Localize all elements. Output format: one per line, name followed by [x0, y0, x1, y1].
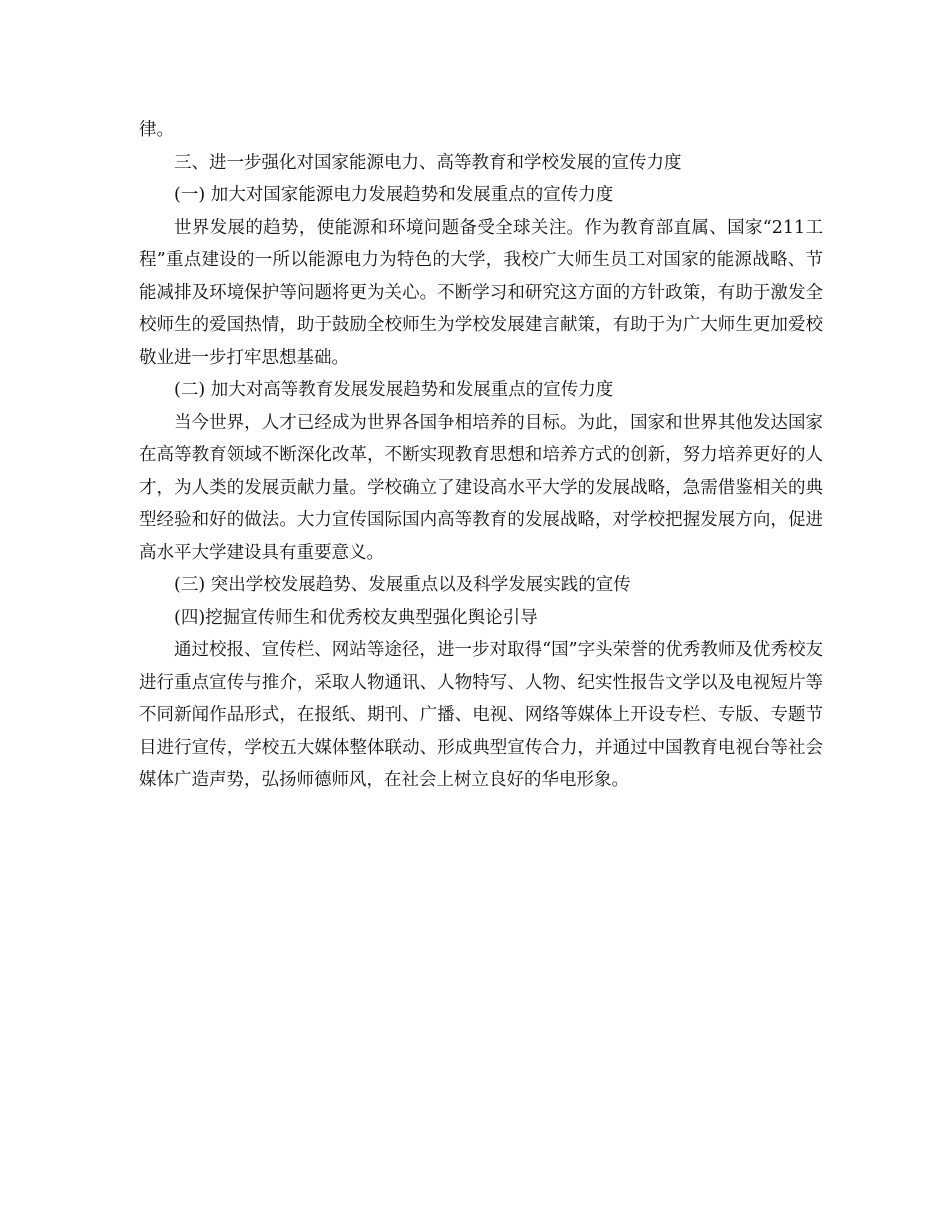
paragraph-higher-education: 当今世界，人才已经成为世界各国争相培养的目标。为此，国家和世界其他发达国家在高等教育领域不断深化改革，不断实现教育思想和培养方式的创新，努力培养更好的人才，为人类的发展贡献力量。学校确立了建设高水平大学的发展战略，急需借鉴相关的典型经验和好的做法。大力宣传国际国内高等教育的发展战略，对学校把握发展方向，促进高水平大学建设具有重要意义。 — [139, 412, 823, 563]
subsection-heading-1: (一) 加大对国家能源电力发展趋势和发展重点的宣传力度 — [174, 185, 614, 205]
section-heading-3: 三、进一步强化对国家能源电力、高等教育和学校发展的宣传力度 — [174, 152, 682, 173]
subsection-heading-3: (三) 突出学校发展趋势、发展重点以及科学发展实践的宣传 — [174, 575, 631, 595]
subsection-heading-4: (四)挖掘宣传师生和优秀校友典型强化舆论引导 — [174, 607, 538, 628]
paragraph-publicity: 通过校报、宣传栏、网站等途径，进一步对取得“国”字头荣誉的优秀教师及优秀校友进行重点宣传与推介，采取人物通讯、人物特写、人物、纪实性报告文学以及电视短片等不同新闻作品形式，在报纸、期刊、广播、电视、网络等媒体上开设专栏、专版、专题节目进行宣传，学校五大媒体整体联动、形成典型宣传合力，并通过中国教育电视台等社会媒体广造声势，弘扬师德师风，在社会上树立良好的华电形象。 — [139, 640, 823, 790]
paragraph-continuation: 律。 — [139, 120, 174, 140]
paragraph-energy: 世界发展的趋势，使能源和环境问题备受全球关注。作为教育部直属、国家“211工程”重点建设的一所以能源电力为特色的大学，我校广大师生员工对国家的能源战略、节能减排及环境保护等问题将更为关心。不断学习和研究这方面的方针政策，有助于激发全校师生的爱国热情，助于鼓励全校师生为学校发展建言献策，有助于为广大师生更加爱校敬业进一步打牢思想基础。 — [139, 217, 823, 368]
subsection-heading-2: (二) 加大对高等教育发展发展趋势和发展重点的宣传力度 — [174, 380, 614, 400]
document-body — [139, 114, 823, 797]
